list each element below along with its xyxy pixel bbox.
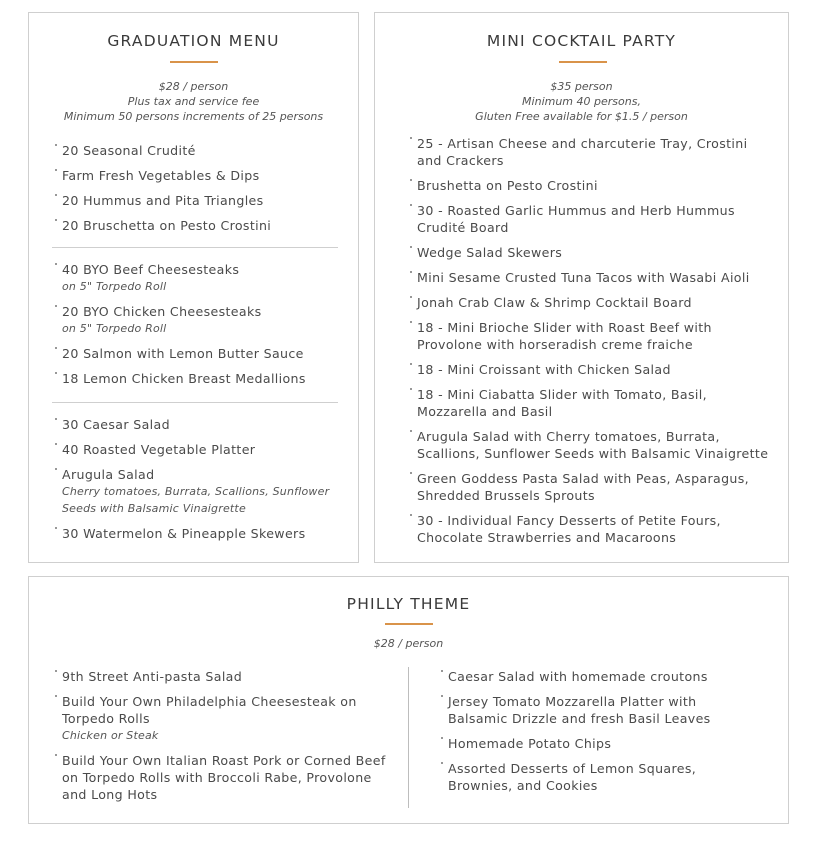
- cocktail-pricing: [375, 79, 788, 124]
- list-item: Homemade Potato Chips: [440, 735, 760, 752]
- graduation-title-rule: [170, 61, 218, 63]
- item-label: Arugula Salad: [62, 467, 155, 482]
- philly-title-rule: [385, 623, 433, 625]
- graduation-tax-note: Plus tax and service fee: [127, 95, 260, 108]
- item-note: Cherry tomatoes, Burrata, Scallions, Sunflower Seeds with Balsamic Vinaigrette: [62, 485, 330, 515]
- list-item: Arugula Salad with Cherry tomatoes, Burrata, Scallions, Sunflower Seeds with Balsamic Vinaigrette: [409, 428, 777, 462]
- list-item: 20 Bruschetta on Pesto Crostini: [54, 217, 354, 234]
- section-divider: [52, 247, 338, 248]
- philly-price: $28 / person: [373, 637, 444, 650]
- list-item: Brushetta on Pesto Crostini: [409, 177, 759, 194]
- item-note: Chicken or Steak: [62, 729, 159, 742]
- cocktail-minimum: Minimum 40 persons,: [522, 95, 641, 108]
- list-item: Caesar Salad with homemade croutons: [440, 668, 760, 685]
- list-item: Green Goddess Pasta Salad with Peas, Asparagus, Shredded Brussels Sprouts: [409, 470, 759, 504]
- list-item: 20 Seasonal Crudité: [54, 142, 354, 159]
- list-item: 40 Roasted Vegetable Platter: [54, 441, 354, 458]
- philly-title: PHILLY THEME: [346, 595, 471, 613]
- cocktail-party-card: [374, 12, 789, 563]
- graduation-title: GRADUATION MENU: [107, 32, 280, 50]
- item-label: Build Your Own Philadelphia Cheesesteak on Torpedo Rolls: [62, 694, 357, 726]
- list-item: Farm Fresh Vegetables & Dips: [54, 167, 354, 184]
- list-item: Jonah Crab Claw & Shrimp Cocktail Board: [409, 294, 759, 311]
- list-item: 18 Lemon Chicken Breast Medallions: [54, 370, 354, 387]
- list-item: 20 Hummus and Pita Triangles: [54, 192, 354, 209]
- list-item: 30 - Individual Fancy Desserts of Petite Fours, Chocolate Strawberries and Macaroons: [409, 512, 759, 546]
- graduation-pricing: [29, 79, 358, 124]
- graduation-mains-list: [54, 261, 354, 387]
- list-item: [54, 466, 354, 517]
- list-item: Wedge Salad Skewers: [409, 244, 759, 261]
- list-item: Mini Sesame Crusted Tuna Tacos with Wasabi Aioli: [409, 269, 759, 286]
- graduation-menu-card: [28, 12, 359, 563]
- list-item: Jersey Tomato Mozzarella Platter with Balsamic Drizzle and fresh Basil Leaves: [440, 693, 760, 727]
- cocktail-gluten-note: Gluten Free available for $1.5 / person: [475, 110, 688, 123]
- list-item: 18 - Mini Croissant with Chicken Salad: [409, 361, 759, 378]
- list-item: 9th Street Anti-pasta Salad: [54, 668, 389, 685]
- graduation-starters-list: [54, 142, 354, 234]
- item-label: 40 BYO Beef Cheesesteaks: [62, 262, 240, 277]
- section-divider: [52, 402, 338, 403]
- philly-right-list: [440, 668, 760, 794]
- cocktail-title: MINI COCKTAIL PARTY: [486, 32, 677, 50]
- list-item: 25 - Artisan Cheese and charcuterie Tray, Crostini and Crackers: [409, 135, 759, 169]
- graduation-salads-list: [54, 416, 354, 542]
- cocktail-items-list: [409, 135, 769, 546]
- cocktail-title-rule: [559, 61, 607, 63]
- list-item: 30 Caesar Salad: [54, 416, 354, 433]
- philly-theme-card: [28, 576, 789, 824]
- list-item: Build Your Own Italian Roast Pork or Corned Beef on Torpedo Rolls with Broccoli Rabe, Provolone and Long Hots: [54, 752, 389, 803]
- item-label: 20 BYO Chicken Cheesesteaks: [62, 304, 262, 319]
- list-item: [54, 261, 354, 295]
- philly-left-list: [54, 668, 389, 803]
- list-item: 18 - Mini Brioche Slider with Roast Beef with Provolone with horseradish creme fraiche: [409, 319, 759, 353]
- list-item: 30 - Roasted Garlic Hummus and Herb Hummus Crudité Board: [409, 202, 759, 236]
- list-item: [54, 693, 389, 744]
- list-item: Assorted Desserts of Lemon Squares, Brownies, and Cookies: [440, 760, 760, 794]
- cocktail-price: $35 person: [550, 80, 613, 93]
- list-item: 20 Salmon with Lemon Butter Sauce: [54, 345, 354, 362]
- philly-pricing: [29, 636, 788, 651]
- graduation-minimum: Minimum 50 persons increments of 25 persons: [63, 110, 324, 123]
- list-item: 30 Watermelon & Pineapple Skewers: [54, 525, 354, 542]
- list-item: 18 - Mini Ciabatta Slider with Tomato, Basil, Mozzarella and Basil: [409, 386, 759, 420]
- column-divider: [408, 667, 409, 808]
- item-note: on 5" Torpedo Roll: [62, 322, 167, 335]
- item-note: on 5" Torpedo Roll: [62, 280, 167, 293]
- list-item: [54, 303, 354, 337]
- graduation-price: $28 / person: [158, 80, 229, 93]
